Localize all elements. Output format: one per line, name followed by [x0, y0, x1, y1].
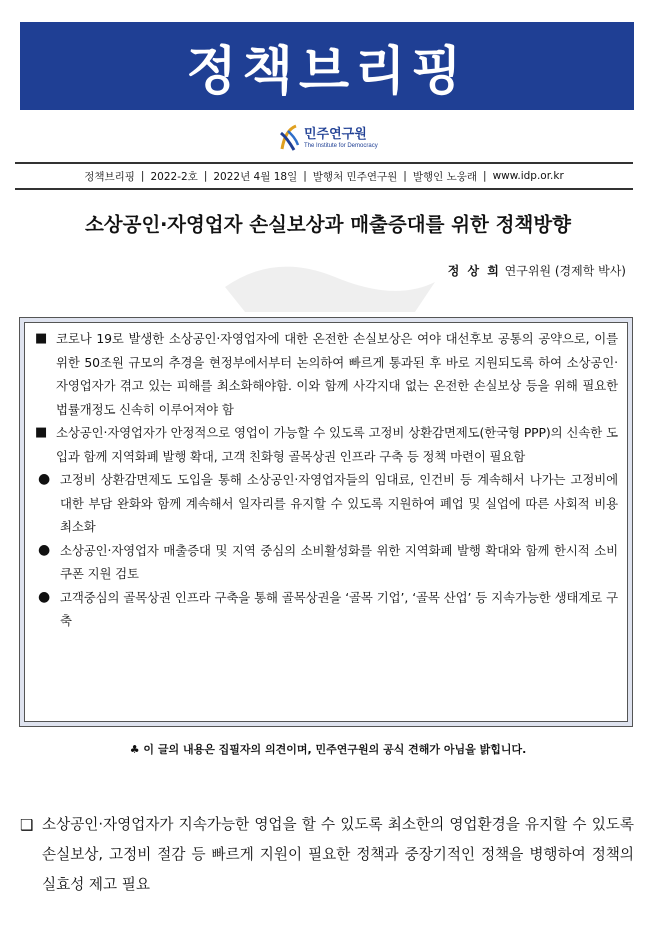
meta-series: 정책브리핑	[84, 170, 135, 183]
body-paragraph	[20, 810, 634, 900]
summary-subitem	[34, 539, 618, 586]
meta-issue: 2022-2호	[150, 170, 198, 183]
meta-date: 2022년 4월 18일	[213, 170, 298, 183]
logo-subtitle: The Institute for Democracy	[304, 142, 378, 149]
summary-subitem	[34, 468, 618, 539]
circle-bullet-icon: ●	[38, 471, 51, 487]
square-bullet-icon: ■	[35, 425, 48, 440]
disclaimer-note: ♣ 이 글의 내용은 집필자의 의견이며, 민주연구원의 공식 견해가 아님을 밝힙니다.	[129, 743, 527, 756]
summary-box	[19, 317, 633, 727]
circle-bullet-icon: ●	[38, 541, 51, 558]
square-bullet-icon: ■	[35, 331, 48, 346]
summary-text: 고정비 상환감면제도 도입을 통해 소상공인‧자영업자들의 임대료, 인건비 등 계속해서 나가는 고정비에 대한 부담 완화와 함께 계속해서 일자리를 유지할 수 있도록 지원하여 폐업 및 실업에 따른 사회적 비용 최소화	[60, 472, 618, 534]
body-text: 소상공인‧자영업자가 지속가능한 영업을 할 수 있도록 최소한의 영업환경을 유지할 수 있도록 손실보상, 고정비 절감 등 빠르게 지원이 필요한 정책과 중장기적인 정책을 병행하여 정책의 실효성 제고 필요	[42, 816, 634, 893]
summary-text: 소상공인‧자영업자 매출증대 및 지역 중심의 소비활성화를 위한 지역화폐 발행 확대와 함께 한시적 소비쿠폰 지원 검토	[60, 542, 618, 581]
publication-meta: 정책브리핑 | 2022-2호 | 2022년 4월 18일 | 발행처 민주연구원 | 발행인 노웅래 | www.idp.or.kr	[15, 162, 633, 190]
meta-website: www.idp.or.kr	[492, 170, 564, 182]
meta-publisher: 발행처 민주연구원	[312, 170, 398, 183]
summary-text: 코로나 19로 발생한 소상공인‧자영업자에 대한 온전한 손실보상은 여야 대선후보 공통의 공약으로, 이를 위한 50조원 규모의 추경을 현정부에서부터 논의하여 빠르게 통과된 후 바로 지원되도록 하여 소상공인‧자영업자가 겪고 있는 피해를 최소화해야함. 이와 함께 사각지대 없는 온전한 손실보상 등을 위해 필요한 법률개정도 신속히 이루어져야 함	[56, 331, 618, 417]
summary-subitem	[34, 586, 618, 633]
banner-title: 정책브리핑	[186, 41, 468, 102]
header-banner	[20, 22, 634, 110]
author-line	[448, 262, 626, 279]
idp-logo-icon	[278, 123, 300, 153]
page-title: 소상공인‧자영업자 손실보상과 매출증대를 위한 정책방향	[84, 213, 572, 236]
summary-item	[34, 327, 618, 421]
summary-text: 소상공인‧자영업자가 안정적으로 영업이 가능할 수 있도록 고정비 상환감면제도(한국형 PPP)의 신속한 도입과 함께 지역화폐 발행 확대, 고객 친화형 골목상권 인프라 구축 등 정책 마련이 필요함	[56, 425, 618, 464]
summary-item	[34, 421, 618, 468]
logo-name: 민주연구원	[304, 126, 367, 142]
watermark-icon	[215, 247, 445, 317]
meta-issuer: 발행인 노웅래	[412, 170, 478, 183]
checkbox-bullet-icon: ❑	[20, 816, 34, 834]
author-name: 정 상 희	[447, 264, 501, 278]
summary-text: 고객중심의 골목상권 인프라 구축을 통해 골목상권을 ‘골목 기업’, ‘골목 산업’ 등 지속가능한 생태계로 구축	[60, 589, 618, 628]
author-role: 연구위원 (경제학 박사)	[504, 264, 626, 278]
circle-bullet-icon: ●	[38, 588, 51, 605]
institute-logo	[278, 121, 378, 155]
summary-content	[24, 322, 628, 722]
